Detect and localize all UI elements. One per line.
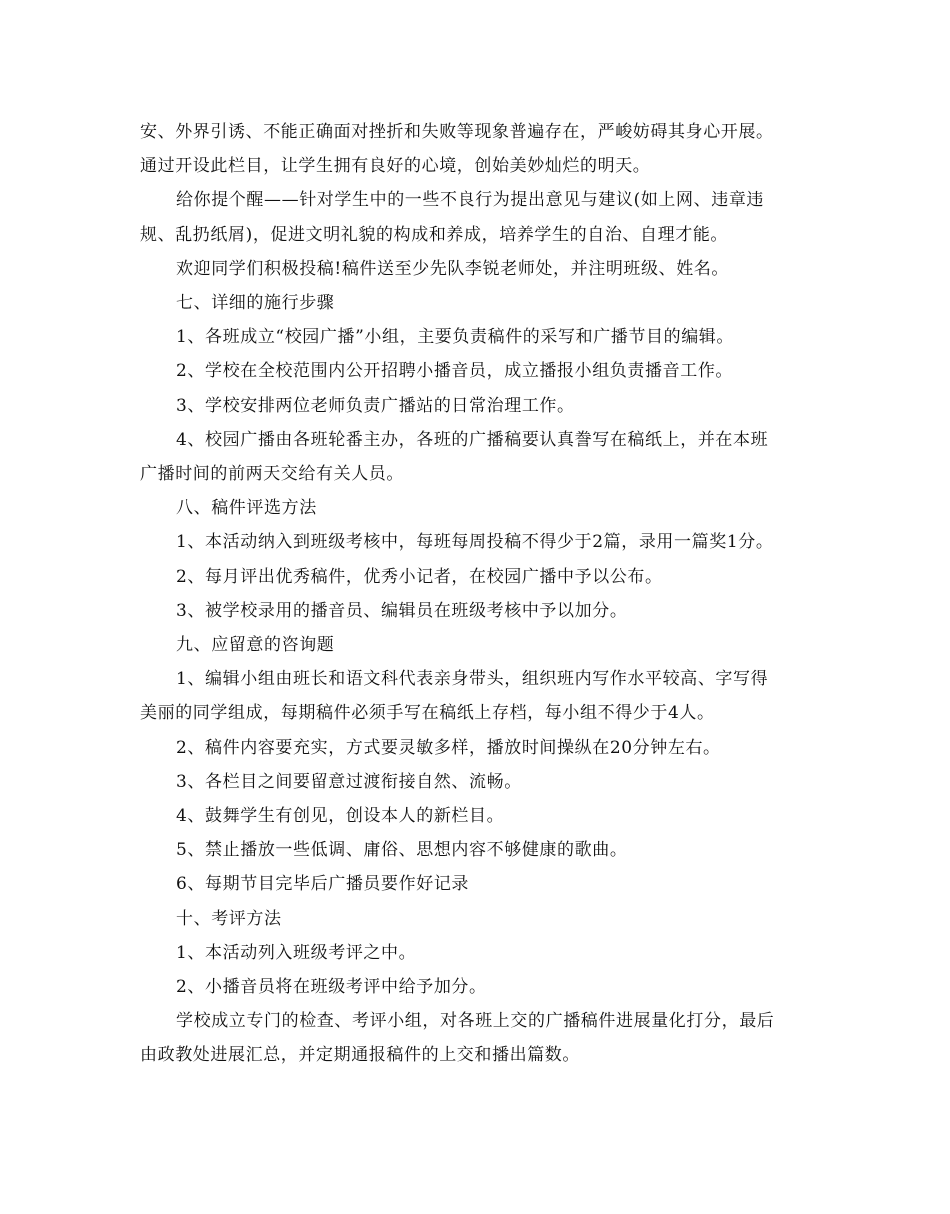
list-item-9-6 (140, 867, 812, 901)
text-line: 学校成立专门的检查、考评小组，对各班上交的广播稿件进展量化打分，最后 (176, 1011, 775, 1032)
text-line: 4、鼓舞学生有创见，创设本人的新栏目。 (176, 806, 505, 827)
text-line: 2、学校在全校范围内公开招聘小播音员，成立播报小组负责播音工作。 (176, 361, 734, 382)
text-line: 1、编辑小组由班长和语文科代表亲身带头，组织班内写作水平较高、字写得 (176, 669, 769, 690)
list-item-7-3 (140, 389, 812, 423)
text-line: 2、每月评出优秀稿件，优秀小记者，在校园广播中予以公布。 (176, 566, 663, 587)
text-line: 5、禁止播放一些低调、庸俗、思想内容不够健康的歌曲。 (176, 840, 628, 861)
list-item-10-2 (140, 970, 812, 1004)
paragraph-evaluation-team (140, 1004, 812, 1072)
list-item-7-4 (140, 423, 812, 491)
text-line: 安、外界引诱、不能正确面对挫折和失败等现象普遍存在，严峻妨碍其身心开展。 (140, 122, 774, 142)
text-line: 1、各班成立“校园广播”小组，主要负责稿件的采写和广播节目的编辑。 (176, 327, 734, 348)
text-line: 3、被学校录用的播音员、编辑员在班级考核中予以加分。 (176, 600, 628, 621)
text-line: 2、稿件内容要充实，方式要灵敏多样，播放时间操纵在20分钟左右。 (176, 737, 721, 758)
text-line: 2、小播音员将在班级考评中给予加分。 (176, 977, 487, 998)
heading-text: 八、稿件评选方法 (176, 498, 317, 519)
text-line: 4、校园广播由各班轮番主办，各班的广播稿要认真誊写在稿纸上，并在本班 (176, 429, 769, 450)
text-line: 6、每期节目完毕后广播员要作好记录 (176, 874, 470, 895)
list-item-9-1 (140, 662, 812, 730)
section-heading-7 (140, 286, 812, 320)
list-item-10-1 (140, 936, 812, 970)
text-line: 1、本活动列入班级考评之中。 (176, 942, 417, 963)
text-line: 广播时间的前两天交给有关人员。 (140, 464, 404, 485)
list-item-8-1 (140, 525, 812, 559)
list-item-7-2 (140, 354, 812, 388)
heading-text: 十、考评方法 (176, 908, 282, 929)
text-line: 由政教处进展汇总，并定期通报稿件的上交和播出篇数。 (140, 1045, 580, 1066)
text-line: 欢迎同学们积极投稿!稿件送至少先队李锐老师处，并注明班级、姓名。 (176, 258, 730, 279)
list-item-9-5 (140, 833, 812, 867)
list-item-8-2 (140, 560, 812, 594)
heading-text: 九、应留意的咨询题 (176, 635, 335, 656)
list-item-7-1 (140, 320, 812, 354)
list-item-8-3 (140, 594, 812, 628)
text-line: 3、学校安排两位老师负责广播站的日常治理工作。 (176, 395, 575, 416)
paragraph-submission-call (140, 252, 812, 286)
text-line: 通过开设此栏目，让学生拥有良好的心境，创始美妙灿烂的明天。 (140, 156, 651, 177)
heading-text: 七、详细的施行步骤 (176, 293, 335, 314)
text-line: 给你提个醒——针对学生中的一些不良行为提出意见与建议(如上网、违章违 (176, 190, 765, 211)
paragraph-intro-continuation (140, 115, 812, 183)
list-item-9-2 (140, 731, 812, 765)
section-heading-8 (140, 491, 812, 525)
list-item-9-3 (140, 765, 812, 799)
section-heading-10 (140, 902, 812, 936)
paragraph-reminder-column (140, 183, 812, 251)
document-body (140, 115, 812, 1073)
text-line: 美丽的同学组成，每期稿件必须手写在稿纸上存档，每小组不得少于4人。 (140, 703, 715, 724)
list-item-9-4 (140, 799, 812, 833)
text-line: 规、乱扔纸屑)，促进文明礼貌的构成和养成，培养学生的自治、自理才能。 (140, 224, 729, 245)
text-line: 1、本活动纳入到班级考核中，每班每周投稿不得少于2篇，录用一篇奖1分。 (176, 532, 774, 553)
section-heading-9 (140, 628, 812, 662)
text-line: 3、各栏目之间要留意过渡衔接自然、流畅。 (176, 771, 522, 792)
